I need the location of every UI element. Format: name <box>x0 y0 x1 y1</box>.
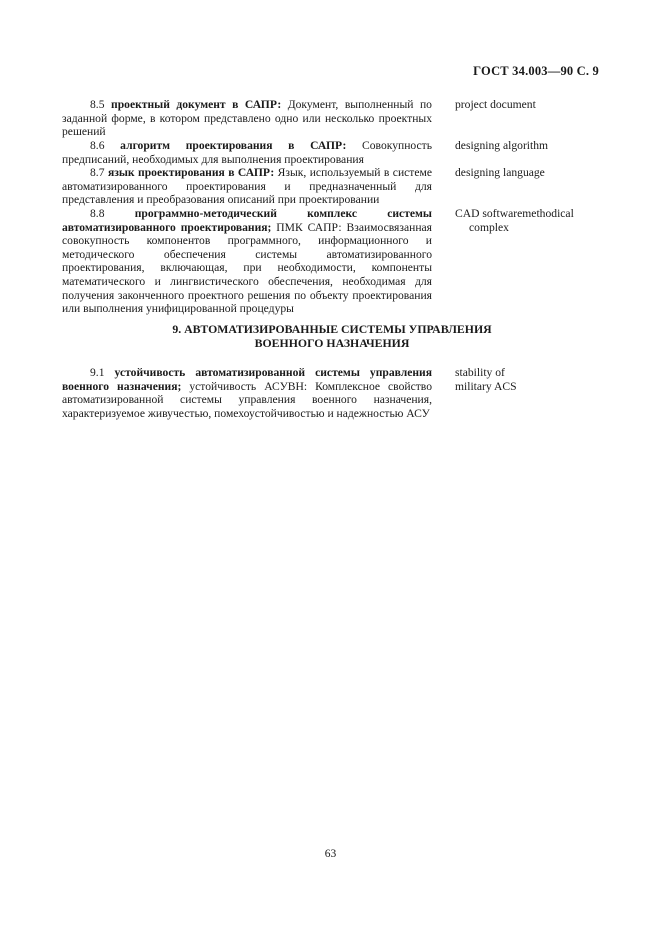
entry-definition: ПМК САПР: Взаимосвязанная совокупность компонентов программного, информационного и методического обеспечения системы автоматизированного проектирования, включающая, при необходимости, компоненты математического и лингвистического обеспечения, необходимая для получения законченного проектного решения по объекту проектирования или выполнения унифицированной процедуры <box>62 220 432 316</box>
entry-definition: Совокупность предписаний, необходимых для выполнения проектирования <box>62 139 433 166</box>
page-number: 63 <box>324 848 337 860</box>
english-term-line1: project document <box>455 98 536 111</box>
entry-russian-text <box>62 98 432 139</box>
entry-english-term <box>455 166 645 180</box>
term-entry-8-8 <box>62 207 652 316</box>
entry-term: устойчивость автоматизированной системы управления военного назначения; <box>62 366 433 393</box>
document-header: ГОСТ 34.003—90 С. 9 <box>473 64 599 78</box>
entry-english-term <box>455 98 645 112</box>
entry-russian-text <box>62 139 432 166</box>
english-term-line1: CAD softwaremethodical <box>455 207 574 220</box>
term-entry-8-5 <box>62 98 652 139</box>
entry-term: проектный документ в САПР: <box>111 98 282 111</box>
entry-number: 8.5 <box>90 98 105 111</box>
entry-term: алгоритм проектирования в САПР: <box>120 139 347 152</box>
entry-number: 9.1 <box>90 366 105 379</box>
entry-definition: Документ, выполненный по заданной форме, в котором представлено одно или несколько проектных решений <box>62 98 432 139</box>
english-term-line1: designing language <box>455 166 545 179</box>
term-entry-9-1 <box>62 366 652 420</box>
entry-russian-text <box>62 207 432 316</box>
entry-number: 8.8 <box>90 207 105 220</box>
english-term-line1: stability of <box>455 366 505 379</box>
section-heading-line2: ВОЕННОГО НАЗНАЧЕНИЯ <box>254 336 410 350</box>
term-entry-8-7 <box>62 166 652 207</box>
entry-russian-text <box>62 166 432 207</box>
entry-english-term <box>455 366 645 393</box>
entry-number: 8.7 <box>90 166 105 179</box>
english-term-line2: military ACS <box>455 379 517 393</box>
entry-russian-text <box>62 366 432 420</box>
entry-number: 8.6 <box>90 139 105 152</box>
term-entry-8-6 <box>62 139 652 166</box>
entry-term: программно-методический комплекс системы автоматизированного проектирования; <box>62 207 432 234</box>
entry-definition: устойчивость АСУВН: Комплексное свойство автоматизированной системы управления военного назначения, характеризуемое живучестью, помехоустойчивостью и надежностью АСУ <box>62 379 432 420</box>
entry-english-term <box>455 207 645 234</box>
section-heading-line1: 9. АВТОМАТИЗИРОВАННЫЕ СИСТЕМЫ УПРАВЛЕНИЯ <box>172 322 492 336</box>
entry-english-term <box>455 139 645 153</box>
english-term-line1: designing algorithm <box>455 139 549 152</box>
entry-definition: Язык, используемый в системе автоматизированного проектирования и предназначенный для представления и преобразования описаний при проектировании <box>62 166 432 207</box>
section-heading <box>62 322 602 350</box>
entry-term: язык проектирования в САПР: <box>107 166 275 179</box>
english-term-line2: complex <box>469 220 509 234</box>
